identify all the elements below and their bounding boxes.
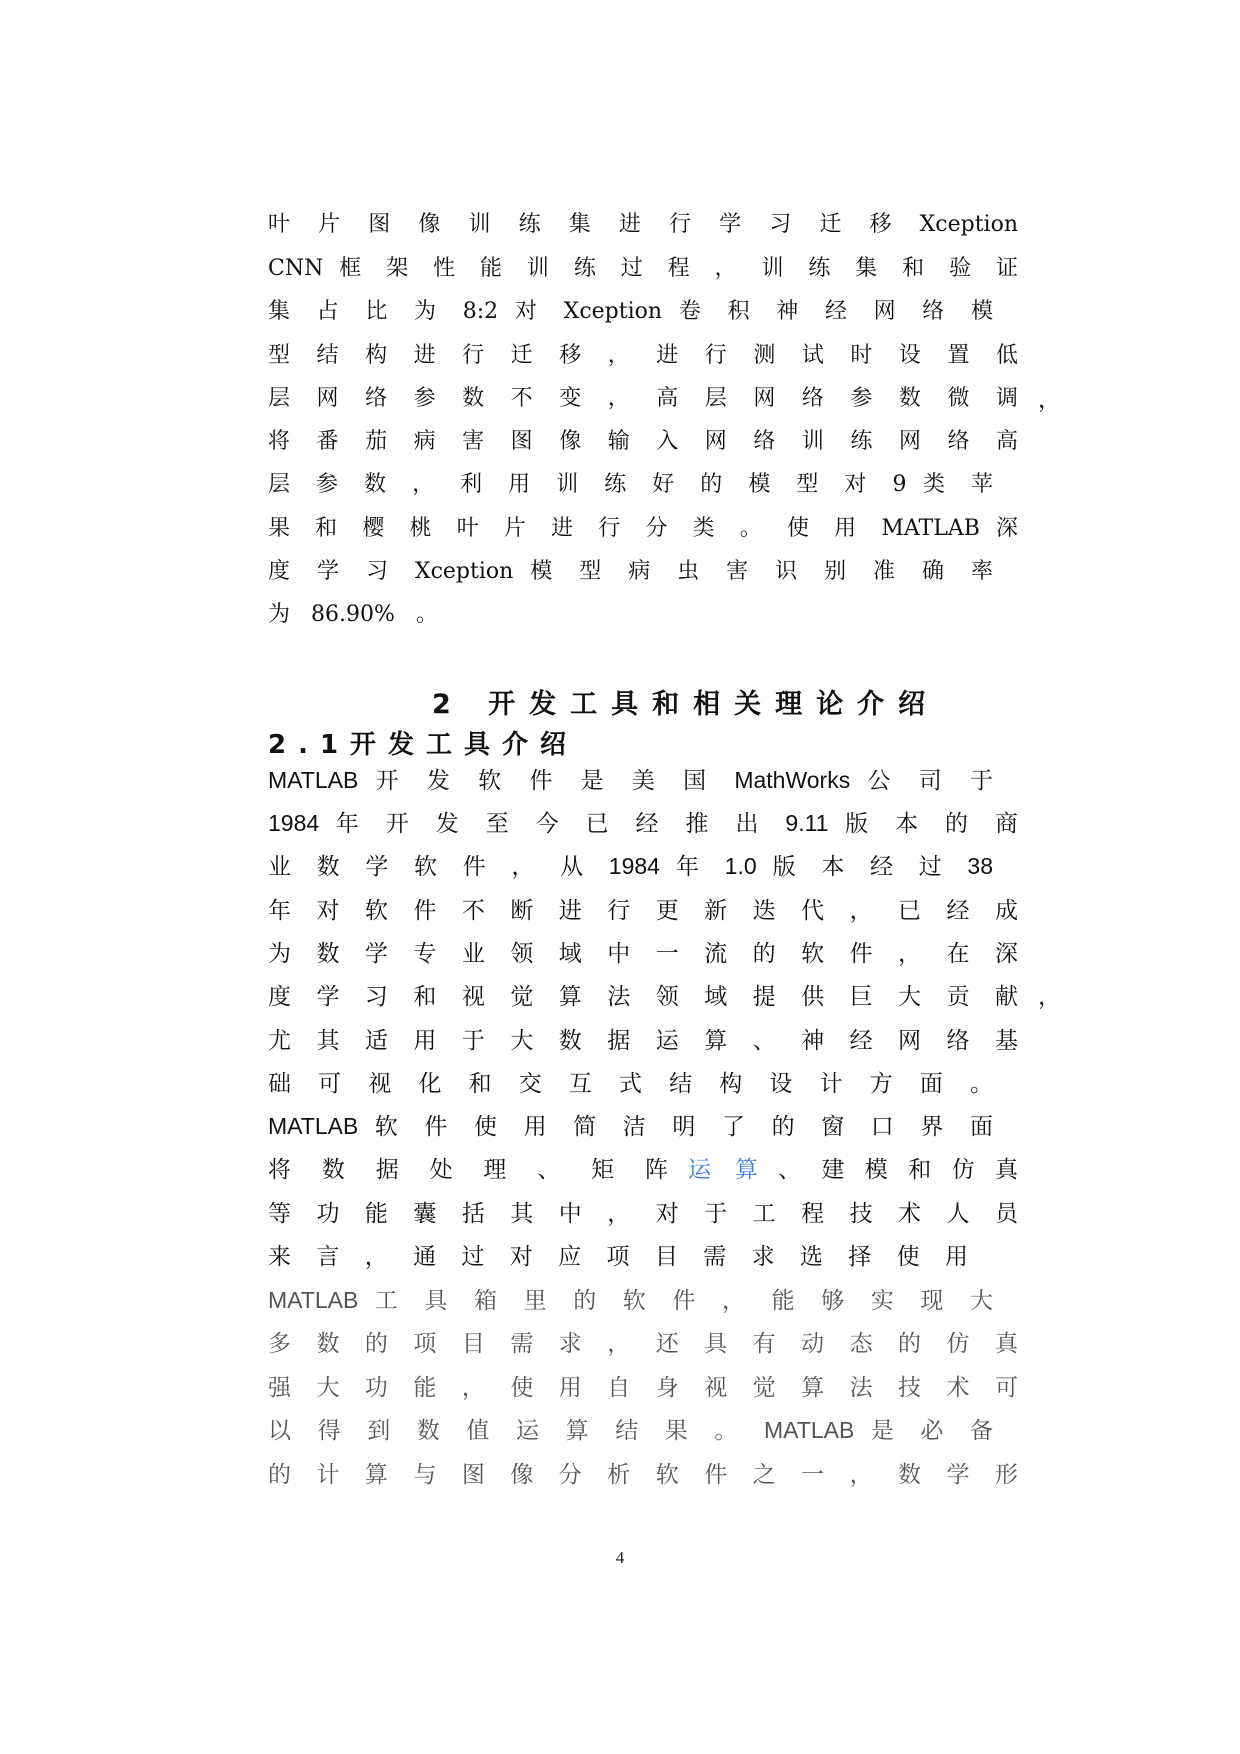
trailing-comma: ， [1038, 386, 1061, 412]
text-line: 业 数 学 软 件 ， 从 1984 年 1.0 版 本 经 过 38 [268, 853, 993, 879]
text-line: 集 占 比 为 8:2 对 Xception 卷 积 神 经 网 络 模 [268, 299, 993, 324]
trailing-comma: ， [1038, 983, 1061, 1009]
text-line: 础 可 视 化 和 交 互 式 结 构 设 计 方 面 。 [268, 1070, 993, 1096]
section-heading: 2 开发工具和相关理论介绍 [432, 689, 940, 720]
text-line: 以 得 到 数 值 运 算 结 果 。 MATLAB 是 必 备 [268, 1417, 993, 1443]
text-line: 为 数 学 专 业 领 域 中 一 流 的 软 件 ， 在 深 [268, 940, 1018, 966]
text-line [268, 1154, 1018, 1184]
text-line: 的 计 算 与 图 像 分 析 软 件 之 一 ， 数 学 形 [268, 1461, 1018, 1487]
text-line: MATLAB 工 具 箱 里 的 软 件 ， 能 够 实 现 大 [268, 1287, 993, 1313]
text-line: 强 大 功 能 ， 使 用 自 身 视 觉 算 法 技 术 可 [268, 1374, 1018, 1400]
text-line: 尤 其 适 用 于 大 数 据 运 算 、 神 经 网 络 基 [268, 1027, 1018, 1053]
text-line: 叶 片 图 像 训 练 集 进 行 学 习 迁 移 Xception [268, 212, 1018, 237]
text-line: 年 对 软 件 不 断 进 行 更 新 迭 代 ， 已 经 成 [268, 897, 1018, 923]
text-line: 果 和 樱 桃 叶 片 进 行 分 类 。 使 用 MATLAB 深 [268, 516, 1018, 541]
text-line: MATLAB 软 件 使 用 简 洁 明 了 的 窗 口 界 面 [268, 1113, 993, 1139]
page-number: 4 [615, 1548, 625, 1567]
highlighted-link-text[interactable]: 运 算 [688, 1156, 758, 1182]
text-line: 为 86.90% 。 [268, 602, 438, 627]
text-line: 来 言 ， 通 过 对 应 项 目 需 求 选 择 使 用 [268, 1243, 968, 1269]
text-line: 层 参 数 ， 利 用 训 练 好 的 模 型 对 9 类 苹 [268, 472, 993, 497]
text-line: 等 功 能 囊 括 其 中 ， 对 于 工 程 技 术 人 员 [268, 1200, 1018, 1226]
text-line: 度 学 习 Xception 模 型 病 虫 害 识 别 准 确 率 [268, 559, 993, 584]
text-line: MATLAB 开 发 软 件 是 美 国 MathWorks 公 司 于 [268, 767, 993, 793]
text-line: 1984 年 开 发 至 今 已 经 推 出 9.11 版 本 的 商 [268, 810, 1018, 836]
text-line: CNN 框 架 性 能 训 练 过 程 ， 训 练 集 和 验 证 [268, 256, 1018, 281]
subsection-heading: 2.1开发工具介绍 [268, 730, 579, 760]
text-line: 将 番 茄 病 害 图 像 输 入 网 络 训 练 网 络 高 [268, 429, 1018, 454]
text-line: 层 网 络 参 数 不 变 ， 高 层 网 络 参 数 微 调 [268, 386, 1018, 411]
text-segment: 、 建 模 和 仿 真 [778, 1156, 1018, 1182]
text-segment: 将 数 据 处 理 、 矩 阵 [268, 1156, 668, 1182]
text-line: 度 学 习 和 视 觉 算 法 领 域 提 供 巨 大 贡 献 [268, 983, 1018, 1009]
text-line: 型 结 构 进 行 迁 移 ， 进 行 测 试 时 设 置 低 [268, 343, 1018, 368]
text-line: 多 数 的 项 目 需 求 ， 还 具 有 动 态 的 仿 真 [268, 1330, 1018, 1356]
